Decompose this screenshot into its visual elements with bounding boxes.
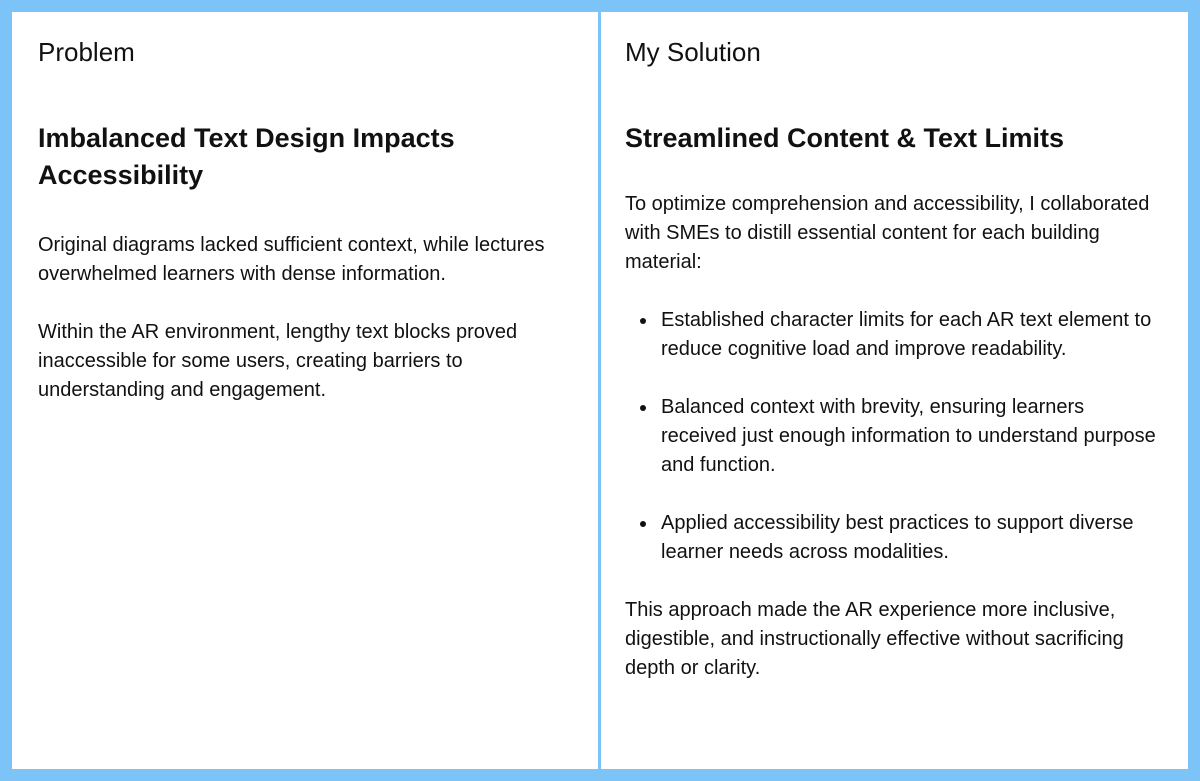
solution-heading: Streamlined Content & Text Limits [625,123,1065,153]
bullet-text: Balanced context with brevity, ensuring learners received just enough information to understand purpose and function. [661,396,1156,476]
bullet-item [661,306,1162,364]
solution-bullet-list [625,306,1162,567]
bullet-item [661,509,1162,567]
problem-label: Problem [38,37,135,67]
bullet-dot-icon [640,318,646,324]
problem-panel [12,12,598,769]
solution-intro: To optimize comprehension and accessibility, I collaborated with SMEs to distill essential content for each building material: [625,193,1150,273]
problem-paragraph: Within the AR environment, lengthy text blocks proved inaccessible for some users, creating barriers to understanding and engagement. [38,321,518,401]
bullet-dot-icon [640,405,646,411]
problem-paragraph: Original diagrams lacked sufficient context, while lectures overwhelmed learners with dense information. [38,234,545,285]
bullet-text: Established character limits for each AR text element to reduce cognitive load and improve readability. [661,309,1152,360]
problem-heading: Imbalanced Text Design Impacts Accessibility [38,123,455,190]
bullet-item [661,393,1162,480]
comparison-card [12,12,1188,769]
solution-label: My Solution [625,37,761,67]
solution-panel [601,12,1188,769]
bullet-text: Applied accessibility best practices to support diverse learner needs across modalities. [661,512,1134,563]
bullet-dot-icon [640,521,646,527]
solution-conclusion: This approach made the AR experience more inclusive, digestible, and instructionally effective without sacrificing depth or clarity. [625,599,1124,679]
